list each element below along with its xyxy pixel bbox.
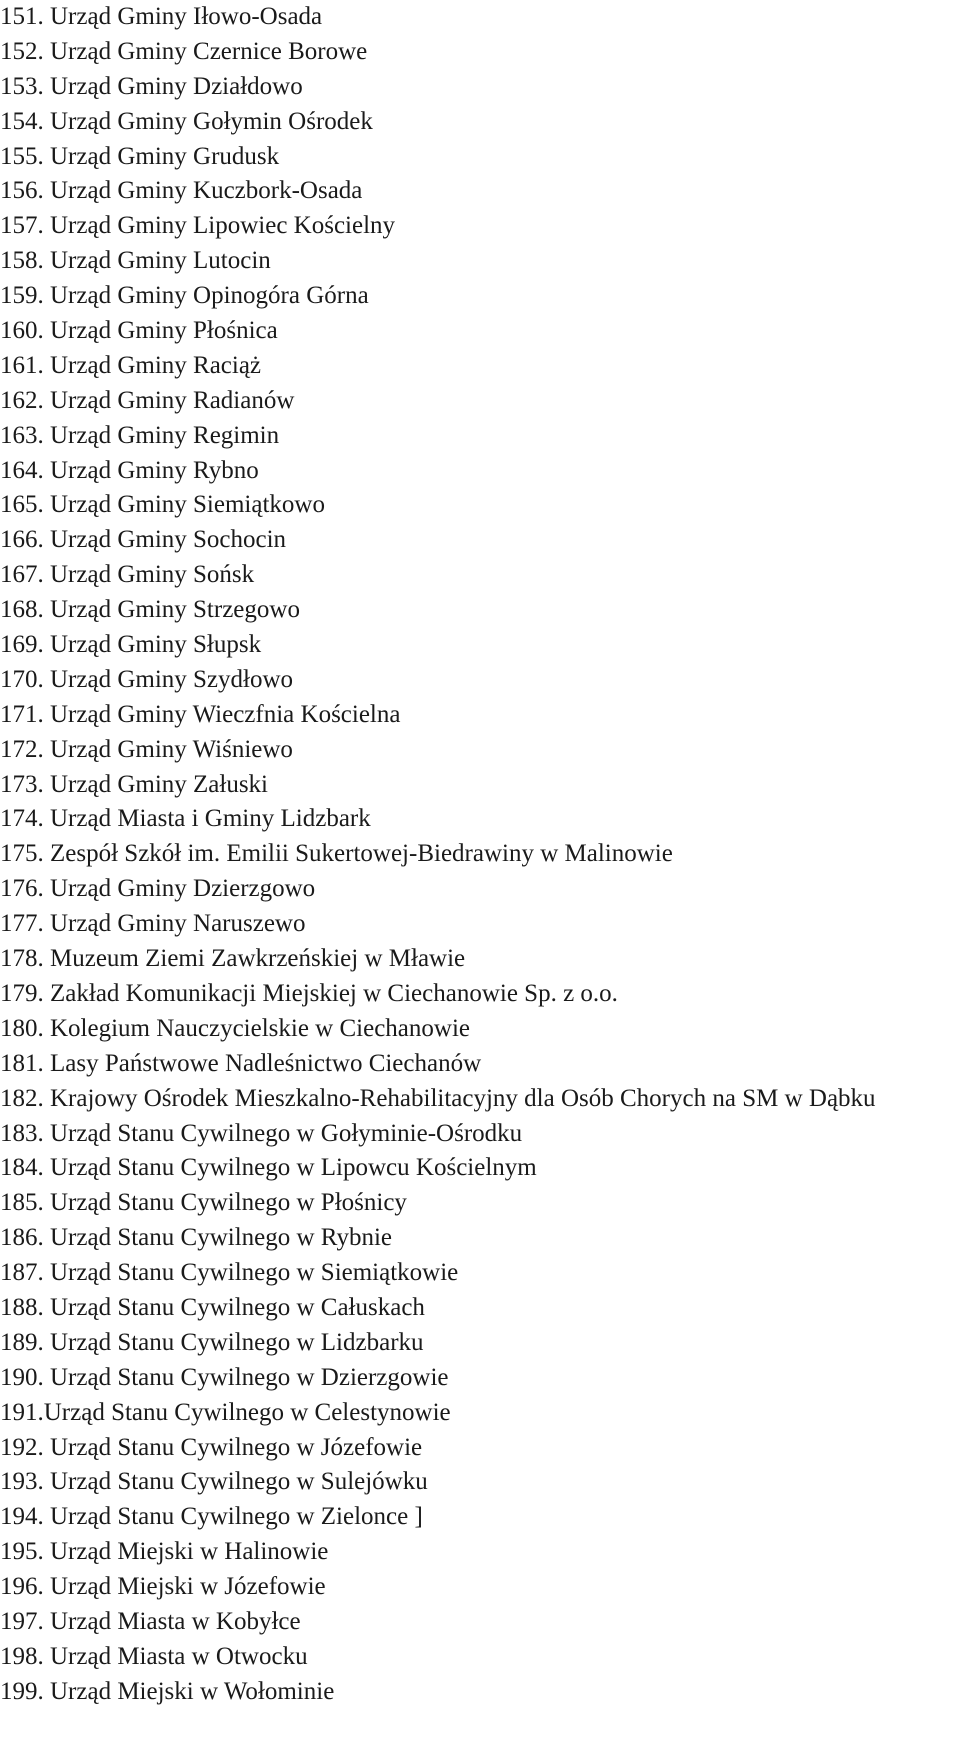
list-item [0,1291,960,1326]
item-number: 199. [0,1677,44,1705]
list-item [0,1431,960,1466]
list-item [0,1675,960,1710]
item-number: 172. [0,735,44,763]
list-item [0,105,960,140]
item-text: Urząd Gminy Kuczbork-Osada [50,177,363,205]
item-number: 196. [0,1573,44,1601]
item-number: 168. [0,596,44,624]
item-text: Urząd Stanu Cywilnego w Józefowie [50,1433,423,1461]
list-item [0,1047,960,1082]
item-number: 158. [0,247,44,275]
item-number: 173. [0,770,44,798]
item-number: 185. [0,1189,44,1217]
list-item [0,802,960,837]
list-item [0,419,960,454]
list-item [0,0,960,35]
item-text: Krajowy Ośrodek Mieszkalno-Rehabilitacyjny dla Osób Chorych na SM w Dąbku [50,1084,876,1112]
item-text: Urząd Stanu Cywilnego w Rybnie [50,1224,393,1252]
list-item [0,593,960,628]
item-text: Urząd Gminy Działdowo [50,72,303,100]
item-text: Urząd Gminy Naruszewo [50,910,306,938]
list-item [0,454,960,489]
item-number: 179. [0,979,44,1007]
item-number: 175. [0,840,44,868]
item-number: 159. [0,282,44,310]
item-number: 166. [0,526,44,554]
item-text: Urząd Stanu Cywilnego w Dzierzgowie [50,1363,449,1391]
item-number: 169. [0,631,44,659]
list-item [0,1082,960,1117]
item-number: 182. [0,1084,44,1112]
item-number: 165. [0,491,44,519]
list-item [0,1186,960,1221]
list-item [0,70,960,105]
item-text: Urząd Gminy Opinogóra Górna [50,282,369,310]
item-number: 192. [0,1433,44,1461]
list-item [0,1640,960,1675]
list-item [0,977,960,1012]
list-item [0,628,960,663]
item-number: 198. [0,1642,44,1670]
item-number: 178. [0,945,44,973]
item-number: 177. [0,910,44,938]
item-number: 180. [0,1014,44,1042]
list-item [0,1465,960,1500]
item-text: Urząd Stanu Cywilnego w Lidzbarku [50,1328,424,1356]
item-number: 176. [0,875,44,903]
item-text: Urząd Gminy Strzegowo [50,596,300,624]
item-text: Urząd Gminy Załuski [50,770,269,798]
item-text: Zespół Szkół im. Emilii Sukertowej-Biedrawiny w Malinowie [50,840,673,868]
item-number: 194. [0,1503,44,1531]
item-text: Urząd Gminy Lutocin [50,247,271,275]
item-number: 160. [0,317,44,345]
item-text: Urząd Gminy Grudusk [50,142,280,170]
item-number: 151. [0,3,44,30]
item-text: Zakład Komunikacji Miejskiej w Ciechanowie Sp. z o.o. [50,979,618,1007]
item-number: 193. [0,1468,44,1496]
list-item [0,140,960,175]
item-number: 156. [0,177,44,205]
item-text: Urząd Miasta i Gminy Lidzbark [50,805,371,833]
item-number: 191. [0,1398,44,1426]
item-text: Urząd Gminy Regimin [50,421,280,449]
item-text: Urząd Gminy Rybno [50,456,259,484]
list-item [0,1221,960,1256]
list-item [0,907,960,942]
item-text: Urząd Miejski w Wołominie [50,1677,335,1705]
item-text: Urząd Gminy Gołymin Ośrodek [50,107,373,135]
item-text: Urząd Gminy Płośnica [50,317,278,345]
list-item [0,314,960,349]
list-item [0,1396,960,1431]
list-item [0,1326,960,1361]
list-item [0,1117,960,1152]
item-text: Urząd Stanu Cywilnego w Sulejówku [50,1468,428,1496]
item-number: 197. [0,1607,44,1635]
item-number: 188. [0,1293,44,1321]
item-number: 190. [0,1363,44,1391]
item-number: 152. [0,37,44,65]
item-number: 174. [0,805,44,833]
item-number: 181. [0,1049,44,1077]
item-text: Urząd Gminy Słupsk [50,631,262,659]
list-item [0,1500,960,1535]
list-item [0,698,960,733]
list-item [0,1151,960,1186]
list-item [0,174,960,209]
item-number: 157. [0,212,44,240]
list-item [0,942,960,977]
item-number: 184. [0,1154,44,1182]
item-number: 167. [0,561,44,589]
item-text: Urząd Stanu Cywilnego w Gołyminie-Ośrodku [50,1119,523,1147]
item-text: Urząd Gminy Sochocin [50,526,287,554]
item-text: Urząd Gminy Dzierzgowo [50,875,316,903]
list-item [0,663,960,698]
list-item [0,872,960,907]
item-text: Lasy Państwowe Nadleśnictwo Ciechanów [50,1049,482,1077]
item-text: Urząd Gminy Sońsk [50,561,255,589]
item-number: 183. [0,1119,44,1147]
list-item [0,523,960,558]
item-number: 170. [0,665,44,693]
item-number: 164. [0,456,44,484]
list-item [0,35,960,70]
item-number: 163. [0,421,44,449]
item-text: Urząd Stanu Cywilnego w Celestynowie [43,1398,451,1426]
list-item [0,733,960,768]
item-number: 155. [0,142,44,170]
item-text: Urząd Gminy Czernice Borowe [50,37,368,65]
list-item [0,1012,960,1047]
item-number: 154. [0,107,44,135]
item-text: Urząd Gminy Radianów [50,386,295,414]
item-number: 161. [0,351,44,379]
item-text: Muzeum Ziemi Zawkrzeńskiej w Mławie [50,945,466,973]
item-number: 162. [0,386,44,414]
list-item [0,1535,960,1570]
item-number: 189. [0,1328,44,1356]
item-text: Urząd Stanu Cywilnego w Całuskach [50,1293,425,1321]
list-item [0,1361,960,1396]
list-item [0,1570,960,1605]
item-number: 171. [0,700,44,728]
item-number: 153. [0,72,44,100]
item-text: Urząd Gminy Lipowiec Kościelny [50,212,396,240]
item-text: Urząd Stanu Cywilnego w Zielonce ] [50,1503,423,1531]
item-text: Urząd Gminy Wieczfnia Kościelna [50,700,401,728]
item-text: Urząd Gminy Raciąż [50,351,262,379]
list-item [0,349,960,384]
list-item [0,837,960,872]
item-text: Urząd Stanu Cywilnego w Płośnicy [50,1189,407,1217]
item-number: 187. [0,1259,44,1287]
item-text: Urząd Stanu Cywilnego w Siemiątkowie [50,1259,459,1287]
item-text: Urząd Miejski w Józefowie [50,1573,326,1601]
list-item [0,384,960,419]
item-text: Urząd Stanu Cywilnego w Lipowcu Kościelnym [50,1154,537,1182]
list-item [0,1605,960,1640]
item-text: Urząd Miejski w Halinowie [50,1538,329,1566]
list-item [0,1256,960,1291]
list-item [0,558,960,593]
item-text: Urząd Gminy Siemiątkowo [50,491,325,519]
item-text: Urząd Gminy Wiśniewo [50,735,293,763]
list-item [0,488,960,523]
item-text: Urząd Gminy Iłowo-Osada [50,3,323,30]
list-item [0,279,960,314]
item-number: 195. [0,1538,44,1566]
list-item [0,209,960,244]
list-item [0,244,960,279]
item-text: Kolegium Nauczycielskie w Ciechanowie [50,1014,470,1042]
item-text: Urząd Miasta w Kobyłce [50,1607,301,1635]
item-number: 186. [0,1224,44,1252]
item-text: Urząd Miasta w Otwocku [50,1642,308,1670]
list-item [0,768,960,803]
item-text: Urząd Gminy Szydłowo [50,665,294,693]
